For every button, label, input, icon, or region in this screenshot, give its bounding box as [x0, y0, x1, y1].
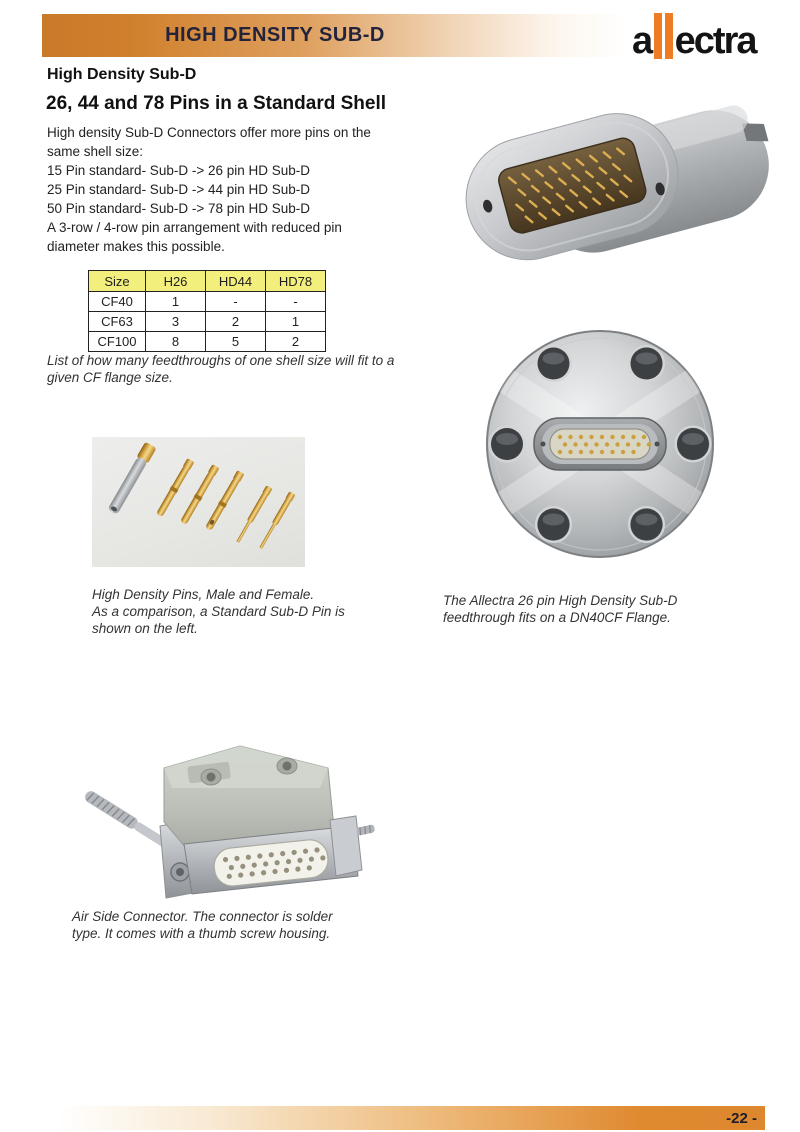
- flange-photo-image: [482, 326, 718, 562]
- table-row: [89, 292, 326, 312]
- table-header-cell: HD44: [206, 271, 266, 292]
- table-cell: 8: [146, 332, 206, 352]
- page-title: HIGH DENSITY SUB-D: [165, 24, 385, 46]
- intro-line: A 3-row / 4-row pin arrangement with reduced pin: [47, 220, 342, 235]
- caption-line: feedthrough fits on a DN40CF Flange.: [443, 610, 671, 625]
- intro-paragraph: [47, 123, 371, 256]
- table-row: [89, 332, 326, 352]
- table-cell: 2: [206, 312, 266, 332]
- intro-line: High density Sub-D Connectors offer more pins on the: [47, 125, 371, 140]
- caption-line: Air Side Connector. The connector is solder: [72, 909, 333, 924]
- table-cell: 1: [266, 312, 326, 332]
- header-banner: [42, 14, 628, 57]
- logo-bar-icon: [665, 13, 673, 59]
- table-header-cell: H26: [146, 271, 206, 292]
- table-header-row: [89, 271, 326, 292]
- intro-line: 50 Pin standard- Sub-D -> 78 pin HD Sub-D: [47, 201, 311, 216]
- hood-screw: [201, 769, 221, 785]
- caption-line: High Density Pins, Male and Female.: [92, 587, 315, 602]
- intro-line: diameter makes this possible.: [47, 239, 225, 254]
- intro-line: 15 Pin standard- Sub-D -> 26 pin HD Sub-D: [47, 163, 311, 178]
- section-heading: High Density Sub-D: [47, 66, 197, 83]
- caption-line: shown on the left.: [92, 621, 198, 636]
- logo-letter-a: a: [632, 20, 652, 62]
- table-cell: CF100: [89, 332, 146, 352]
- intro-line: same shell size:: [47, 144, 144, 159]
- caption-line: List of how many feedthroughs of one shell size will fit to a: [47, 353, 395, 368]
- right-screw-tip: [356, 824, 375, 836]
- flange-caption: [443, 592, 677, 626]
- table-caption: [47, 352, 394, 386]
- table-cell: 2: [266, 332, 326, 352]
- intro-line: 25 Pin standard- Sub-D -> 44 pin HD Sub-D: [47, 182, 311, 197]
- table-cell: CF63: [89, 312, 146, 332]
- caption-line: type. It comes with a thumb screw housing.: [72, 926, 331, 941]
- footer-bar: [58, 1106, 765, 1130]
- caption-line: given CF flange size.: [47, 370, 173, 385]
- table-cell: 3: [146, 312, 206, 332]
- airside-connector-image: [68, 710, 376, 906]
- table-cell: -: [266, 292, 326, 312]
- airside-caption: [72, 908, 333, 942]
- caption-line: As a comparison, a Standard Sub-D Pin is: [92, 604, 345, 619]
- page-number: -22 -: [726, 1109, 757, 1127]
- logo-letters-ectra: ectra: [674, 20, 756, 62]
- table-cell: CF40: [89, 292, 146, 312]
- feedthrough-render-image: [448, 76, 780, 272]
- table-cell: 5: [206, 332, 266, 352]
- table-cell: 1: [146, 292, 206, 312]
- hood-screw: [277, 758, 297, 774]
- right-bracket: [330, 816, 362, 876]
- pins-photo-image: [92, 437, 305, 567]
- center-connector: [534, 418, 666, 470]
- table-row: [89, 312, 326, 332]
- table-header-cell: HD78: [266, 271, 326, 292]
- standard-subd-pin: [106, 442, 156, 516]
- logo-bar-icon: [654, 13, 662, 59]
- allectra-logo: [632, 10, 755, 60]
- table-header-cell: Size: [89, 271, 146, 292]
- section-subheading: 26, 44 and 78 Pins in a Standard Shell: [46, 93, 387, 114]
- table-cell: -: [206, 292, 266, 312]
- caption-line: The Allectra 26 pin High Density Sub-D: [443, 593, 678, 608]
- pins-caption: [92, 586, 345, 637]
- feedthrough-capacity-table: [88, 270, 326, 352]
